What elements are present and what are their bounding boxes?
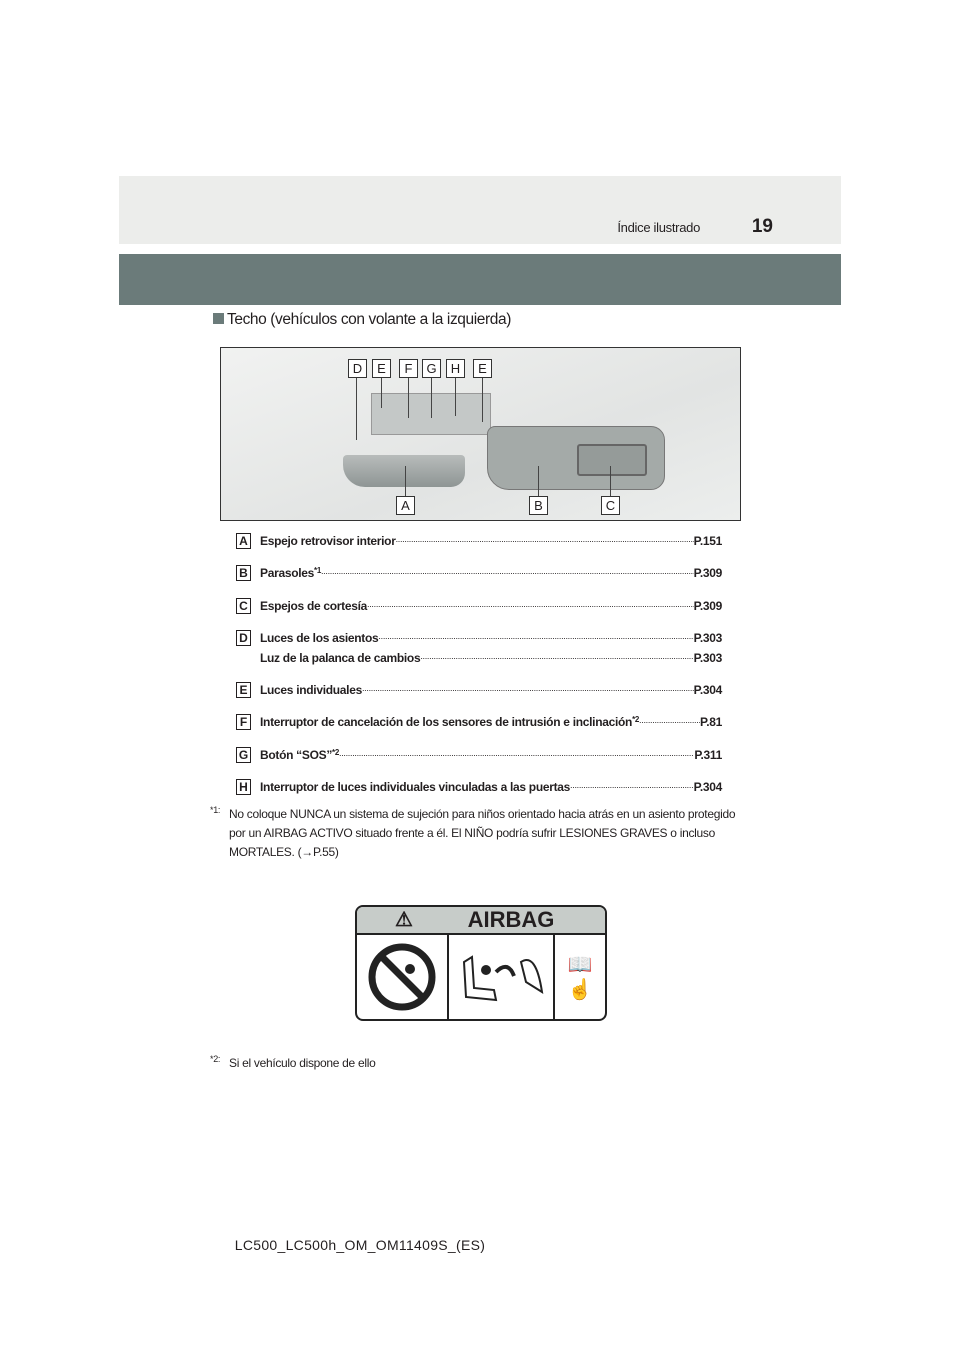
page-ref-link[interactable]: P.309: [693, 599, 722, 613]
badge-d: D: [236, 630, 251, 646]
list-item: [260, 683, 722, 697]
airbag-title: AIRBAG: [467, 907, 555, 932]
item-label: Luces de los asientos: [260, 631, 379, 645]
label-h: H: [446, 359, 465, 378]
leader-line: [455, 378, 456, 416]
badge-g: G: [236, 747, 251, 763]
label-c: C: [601, 496, 620, 515]
list-item: [260, 599, 722, 613]
badge-b: B: [236, 565, 251, 581]
square-bullet-icon: [213, 313, 224, 324]
leader-line: [538, 466, 539, 496]
label-e2: E: [473, 359, 492, 378]
list-item: [260, 631, 722, 645]
vanity-mirror: [577, 444, 647, 476]
leader-line: [381, 378, 382, 408]
label-a: A: [396, 496, 415, 515]
no-child-seat-icon: [357, 935, 449, 1019]
read-manual-icon: 📖 ☝: [567, 954, 593, 1001]
item-label: Interruptor de luces individuales vinculadas a las puertas: [260, 780, 571, 794]
label-b: B: [529, 496, 548, 515]
section-title: Índice ilustrado: [617, 220, 700, 235]
item-label: Espejo retrovisor interior: [260, 534, 396, 548]
page-number: 19: [751, 216, 773, 237]
page-ref-link[interactable]: P.303: [693, 631, 722, 645]
list-item: [260, 780, 722, 794]
page-ref-link[interactable]: P.304: [693, 683, 722, 697]
label-f: F: [399, 359, 418, 378]
footnote-text: No coloque NUNCA un sistema de sujeción para niños orientado hacia atrás en un asiento protegido por un AIRBAG ACTIVO situado frente a él. El NIÑO podría sufrir LESIONES GRAVES o incluso MORTALES. (→P.55): [229, 807, 736, 859]
item-label: Interruptor de cancelación de los sensores de intrusión e inclinación: [260, 715, 633, 729]
list-item: [260, 715, 722, 729]
item-label: Espejos de cortesía: [260, 599, 368, 613]
list-item: [260, 566, 722, 580]
leader-line: [405, 466, 406, 496]
page-ref-link[interactable]: P.81: [700, 715, 722, 729]
list-item: [260, 534, 722, 548]
header-band: [119, 254, 841, 305]
label-d: D: [348, 359, 367, 378]
footnote-mark: *2:: [210, 1054, 221, 1064]
badge-h: H: [236, 779, 251, 795]
leader-line: [356, 378, 357, 440]
list-item: [260, 651, 722, 665]
footnote-mark: *1:: [210, 805, 221, 815]
leader-line: [408, 378, 409, 418]
label-g: G: [422, 359, 441, 378]
page-ref-link[interactable]: P.311: [694, 748, 722, 762]
page-header: [119, 176, 841, 244]
label-e: E: [372, 359, 391, 378]
leader-line: [482, 378, 483, 422]
item-label: Parasoles: [260, 566, 315, 580]
heading-text: Techo (vehículos con volante a la izquierda): [227, 311, 511, 328]
page-ref-link[interactable]: P.309: [693, 566, 722, 580]
warning-triangle-icon: ⚠: [395, 909, 413, 931]
badge-a: A: [236, 533, 251, 549]
badge-e: E: [236, 682, 251, 698]
leader-line: [610, 466, 611, 496]
item-label: Botón “SOS”: [260, 748, 333, 762]
footnote-ref: *2: [632, 715, 640, 724]
airbag-deploy-icon: [449, 935, 555, 1019]
leader-line: [431, 378, 432, 418]
badge-c: C: [236, 598, 251, 614]
footnote-ref: *1: [314, 566, 321, 575]
page-ref-link[interactable]: P.151: [693, 534, 722, 548]
page-ref-link[interactable]: P.304: [693, 780, 722, 794]
page-ref-link[interactable]: P.303: [693, 651, 722, 665]
footnote-ref: *2: [332, 748, 339, 757]
section-heading: [213, 311, 511, 329]
footnote-2: [210, 1054, 744, 1073]
document-footer: LC500_LC500h_OM_OM11409S_(ES): [234, 1237, 486, 1253]
item-label: Luces individuales: [260, 683, 362, 697]
roof-illustration: [220, 347, 741, 521]
badge-f: F: [236, 714, 251, 730]
footnote-1: [210, 805, 744, 862]
list-item: [260, 748, 722, 762]
rearview-mirror: [343, 455, 465, 487]
footnote-text: Si el vehículo dispone de ello: [229, 1056, 376, 1070]
item-label: Luz de la palanca de cambios: [260, 651, 421, 665]
airbag-warning-label: [355, 905, 607, 1021]
